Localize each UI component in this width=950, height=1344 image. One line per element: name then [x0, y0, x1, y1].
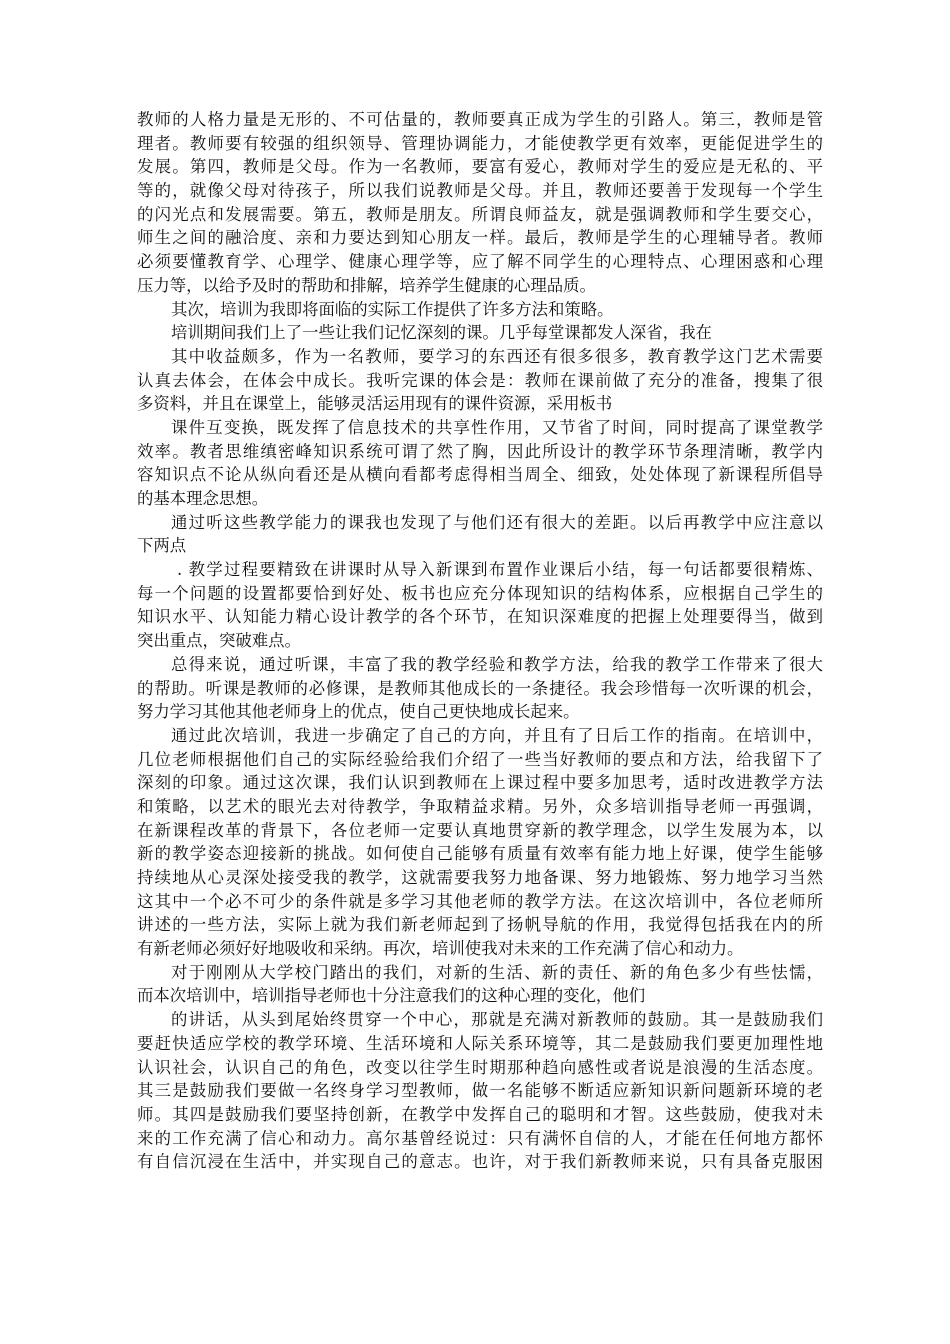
- text-line: 的闪光点和发展需要。第五，教师是朋友。所谓良师益友，就是强调教师和学生要交心，: [137, 204, 823, 224]
- text-line: 课件互变换，既发挥了信息技术的共享性作用，又节省了时间，同时提高了课堂教学: [171, 417, 823, 437]
- text-line: 认真去体会，在体会中成长。我听完课的体会是：教师在课前做了充分的准备，搜集了很: [137, 370, 823, 390]
- text-line: 其中收益颇多，作为一名教师，要学习的东西还有很多很多，教育教学这门艺术需要: [171, 346, 823, 366]
- text-line: 而本次培训中，培训指导老师也十分注意我们的这种心理的变化，他们: [137, 986, 646, 1006]
- text-line: 师生之间的融洽度、亲和力要达到知心朋友一样。最后，教师是学生的心理辅导者。教师: [137, 228, 823, 248]
- text-line: 要赶快适应学校的教学环境、生活环境和人际关系环境等，其二是鼓励我们要更加理性地: [137, 1033, 823, 1053]
- text-line: 来的工作充满了信心和动力。高尔基曾经说过：只有满怀自信的人，才能在任何地方都怀: [137, 1128, 823, 1148]
- text-line: 通过此次培训，我进一步确定了自己的方向，并且有了日后工作的指南。在培训中，: [171, 725, 823, 745]
- body-text: [137, 108, 823, 1174]
- text-line: 其三是鼓励我们要做一名终身学习型教师，做一名能够不断适应新知识新问题新环境的老: [137, 1081, 823, 1101]
- text-line: 总得来说，通过听课，丰富了我的教学经验和教学方法，给我的教学工作带来了很大: [171, 654, 823, 674]
- text-line: 教师的人格力量是无形的、不可估量的，教师要真正成为学生的引路人。第三，教师是管: [137, 110, 823, 129]
- text-line: 对于刚刚从大学校门踏出的我们，对新的生活、新的责任、新的角色多少有些怯懦，: [171, 962, 823, 982]
- text-line: 师。其四是鼓励我们要坚持创新，在教学中发挥自己的聪明和才智。这些鼓励，使我对未: [137, 1104, 823, 1124]
- text-line: 容知识点不论从纵向看还是从横向看都考虑得相当周全、细致，处处体现了新课程所倡导: [137, 465, 823, 485]
- text-line: 通过听这些教学能力的课我也发现了与他们还有很大的差距。以后再教学中应注意以: [171, 512, 823, 532]
- text-line: 发展。第四，教师是父母。作为一名教师，要富有爱心，教师对学生的爱应是无私的、平: [137, 157, 823, 177]
- text-line: 几位老师根据他们自己的实际经验给我们介绍了一些当好教师的要点和方法，给我留下了: [137, 749, 823, 769]
- text-line: 知识水平、认知能力精心设计教学的各个环节，在知识深难度的把握上处理要得当，做到: [137, 607, 823, 627]
- text-line: 其次，培训为我即将面临的实际工作提供了许多方法和策略。: [171, 299, 614, 319]
- text-line: 和策略，以艺术的眼光去对待教学，争取精益求精。另外，众多培训指导老师一再强调，: [137, 796, 823, 816]
- text-line: 持续地从心灵深处接受我的教学，这就需要我努力地备课、努力地锻炼、努力地学习当然: [137, 868, 823, 887]
- text-line: 培训期间我们上了一些让我们记忆深刻的课。几乎每堂课都发人深省，我在: [171, 323, 712, 343]
- text-line: 下两点: [137, 536, 187, 556]
- text-line: 有自信沉浸在生活中，并实现自己的意志。也许，对于我们新教师来说，只有具备克服困: [137, 1152, 823, 1172]
- text-line: 多资料，并且在课堂上，能够灵活运用现有的课件资源，采用板书: [137, 394, 613, 414]
- text-line: 突出重点，突破难点。: [137, 631, 301, 651]
- text-line: 深刻的印象。通过这次课，我们认识到教师在上课过程中要多加思考，适时改进教学方法: [137, 773, 823, 793]
- text-line: 等的，就像父母对待孩子，所以我们说教师是父母。并且，教师还要善于发现每一个学生: [137, 181, 823, 201]
- text-line: 压力等，以给予及时的帮助和排解，培养学生健康的心理品质。: [137, 275, 596, 295]
- text-line: . 教学过程要精致在讲课时从导入新课到布置作业课后小结，每一句话都要很精炼、: [177, 560, 823, 580]
- text-line: 新的教学姿态迎接新的挑战。如何使自己能够有质量有效率有能力地上好课，使学生能够: [137, 844, 823, 864]
- text-line: 认识社会，认识自己的角色，改变以往学生时期那种趋向感性或者说是浪漫的生活态度。: [137, 1057, 823, 1077]
- text-line: 有新老师必须好好地吸收和采纳。再次，培训使我对未来的工作充满了信心和动力。: [137, 939, 744, 959]
- text-line: 的讲话，从头到尾始终贯穿一个中心，那就是充满对新教师的鼓励。其一是鼓励我们: [171, 1010, 823, 1030]
- text-line: 的基本理念思想。: [137, 489, 269, 508]
- text-line: 效率。教者思维缜密峰知识系统可谓了然了胸，因此所设计的教学环节条理清晰，教学内: [137, 441, 823, 461]
- text-line: 的帮助。听课是教师的必修课，是教师其他成长的一条捷径。我会珍惜每一次听课的机会，: [137, 678, 823, 698]
- text-line: 理者。教师要有较强的组织领导、管理协调能力，才能使教学更有效率，更能促进学生的: [137, 133, 823, 153]
- text-line: 努力学习其他其他老师身上的优点，使自己更快地成长起来。: [137, 702, 580, 722]
- text-line: 这其中一个必不可少的条件就是多学习其他老师的教学方法。在这次培训中，各位老师所: [137, 891, 823, 911]
- text-line: 每一个问题的设置都要恰到好处、板书也应充分体现知识的结构体系，应根据自己学生的: [137, 583, 823, 603]
- text-line: 讲述的一些方法，实际上就为我们新老师起到了扬帆导航的作用，我觉得包括我在内的所: [137, 915, 823, 935]
- text-line: 必须要懂教育学、心理学、健康心理学等，应了解不同学生的心理特点、心理困惑和心理: [137, 252, 823, 272]
- text-line: 在新课程改革的背景下，各位老师一定要认真地贯穿新的教学理念，以学生发展为本，以: [137, 820, 823, 840]
